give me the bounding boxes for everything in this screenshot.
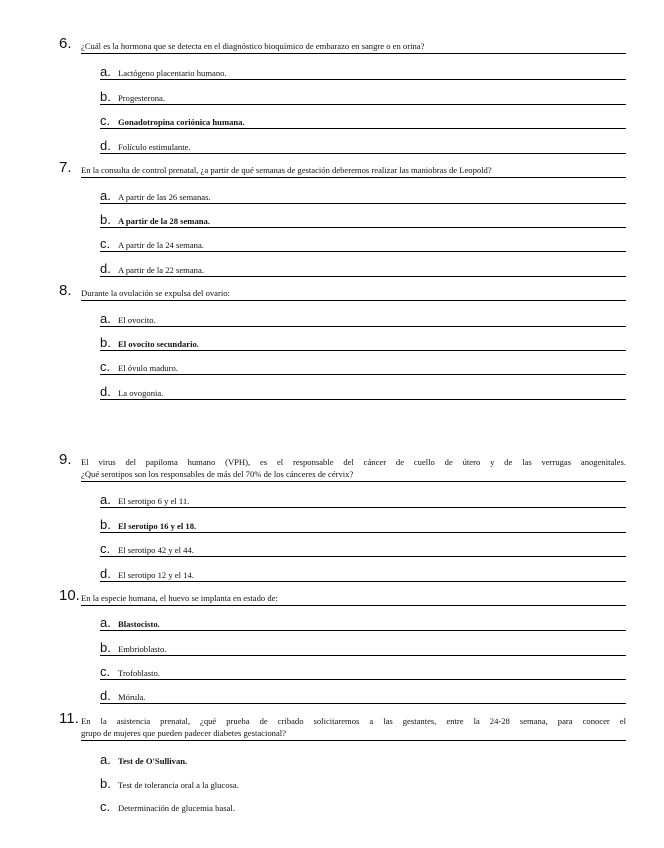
option-letter: c. <box>100 113 111 128</box>
question-8 <box>59 282 626 301</box>
option-text: Test de O'Sullivan. <box>118 756 188 766</box>
option-text: El serotipo 16 y el 18. <box>118 521 197 531</box>
option-text: Embrioblasto. <box>118 644 167 654</box>
option-text: El serotipo 42 y el 44. <box>118 545 194 555</box>
question-text: Durante la ovulación se expulsa del ovario: <box>81 287 626 301</box>
question-6 <box>59 35 626 54</box>
option-letter: a. <box>100 752 111 767</box>
question-text: ¿Cuál es la hormona que se detecta en el diagnóstico bioquímico de embarazo en sangre o en orina? <box>81 40 626 54</box>
option-text: Determinación de glucemia basal. <box>118 803 235 813</box>
option-text: Lactógeno placentario humano. <box>118 68 227 78</box>
option-10b[interactable] <box>100 642 626 656</box>
option-6a[interactable] <box>100 66 626 80</box>
option-9d[interactable] <box>100 568 626 582</box>
option-11c[interactable] <box>100 801 626 814</box>
option-letter: d. <box>100 138 111 153</box>
option-text: Progesterona. <box>118 93 166 103</box>
option-letter: d. <box>100 688 111 703</box>
option-10a[interactable] <box>100 617 626 631</box>
option-letter: b. <box>100 335 111 350</box>
question-9 <box>59 451 626 482</box>
option-text: El serotipo 12 y el 14. <box>118 570 194 580</box>
option-letter: b. <box>100 89 111 104</box>
option-text: Blastocisto. <box>118 619 160 629</box>
option-10d[interactable] <box>100 690 626 704</box>
question-number: 11. <box>59 710 79 727</box>
question-number: 10. <box>59 587 80 604</box>
option-7a[interactable] <box>100 190 626 204</box>
option-6c[interactable] <box>100 115 626 129</box>
option-letter: d. <box>100 384 111 399</box>
option-text: A partir de la 22 semana. <box>118 265 204 275</box>
option-text: El ovocito secundario. <box>118 339 199 349</box>
option-text: Trofoblasto. <box>118 668 160 678</box>
option-10c[interactable] <box>100 666 626 680</box>
option-6b[interactable] <box>100 91 626 105</box>
option-letter: b. <box>100 517 111 532</box>
question-10 <box>59 587 626 606</box>
option-letter: b. <box>100 640 111 655</box>
option-letter: b. <box>100 776 111 791</box>
question-number: 6. <box>59 35 72 52</box>
option-text: El serotipo 6 y el 11. <box>118 496 190 506</box>
option-7c[interactable] <box>100 238 626 252</box>
option-9a[interactable] <box>100 494 626 508</box>
option-letter: a. <box>100 311 111 326</box>
option-letter: c. <box>100 664 111 679</box>
option-text: Mórula. <box>118 692 146 702</box>
option-8c[interactable] <box>100 361 626 375</box>
option-6d[interactable] <box>100 140 626 154</box>
option-8a[interactable] <box>100 313 626 327</box>
option-11a[interactable] <box>100 754 626 767</box>
option-9b[interactable] <box>100 519 626 533</box>
option-letter: d. <box>100 566 111 581</box>
option-text: Folículo estimulante. <box>118 142 191 152</box>
option-text: Gonadotropina coriónica humana. <box>118 117 245 127</box>
option-text: A partir de las 26 semanas. <box>118 192 211 202</box>
option-7b[interactable] <box>100 214 626 228</box>
option-8b[interactable] <box>100 337 626 351</box>
option-text: A partir de la 28 semana. <box>118 216 210 226</box>
option-letter: c. <box>100 359 111 374</box>
question-number: 9. <box>59 451 72 468</box>
option-7d[interactable] <box>100 263 626 277</box>
question-number: 8. <box>59 282 72 299</box>
option-letter: a. <box>100 188 111 203</box>
question-text: En la especie humana, el huevo se implanta en estado de: <box>81 592 626 606</box>
option-9c[interactable] <box>100 543 626 557</box>
option-text: El óvulo maduro. <box>118 363 178 373</box>
option-letter: b. <box>100 212 111 227</box>
question-text: En la consulta de control prenatal, ¿a partir de qué semanas de gestación deberemos realizar las maniobras de Leopold? <box>81 164 626 178</box>
question-text-line-2: ¿Qué serotipos son los responsables de más del 70% de los cánceres de cérvix? <box>81 468 626 482</box>
option-letter: a. <box>100 64 111 79</box>
option-text: A partir de la 24 semana. <box>118 240 204 250</box>
option-text: El ovocito. <box>118 315 156 325</box>
question-text-line-2: grupo de mujeres que pueden padecer diabetes gestacional? <box>81 727 626 741</box>
option-letter: d. <box>100 261 111 276</box>
question-number: 7. <box>59 159 72 176</box>
option-11b[interactable] <box>100 778 626 791</box>
option-8d[interactable] <box>100 386 626 400</box>
question-7 <box>59 159 626 178</box>
option-letter: c. <box>100 799 111 814</box>
question-text-line-1: El virus del papiloma humano (VPH), es el responsable del cáncer de cuello de útero y de las verrugas anogenitales. <box>81 457 626 467</box>
option-letter: a. <box>100 615 111 630</box>
option-text: Test de tolerancia oral a la glucosa. <box>118 780 239 790</box>
question-text-line-1: En la asistencia prenatal, ¿qué prueba de cribado solicitaremos a las gestantes, entre la 24-28 semana, para conocer el <box>81 716 626 726</box>
question-11 <box>59 710 626 741</box>
option-letter: c. <box>100 541 111 556</box>
option-letter: a. <box>100 492 111 507</box>
option-text: La ovogonia. <box>118 388 164 398</box>
option-letter: c. <box>100 236 111 251</box>
